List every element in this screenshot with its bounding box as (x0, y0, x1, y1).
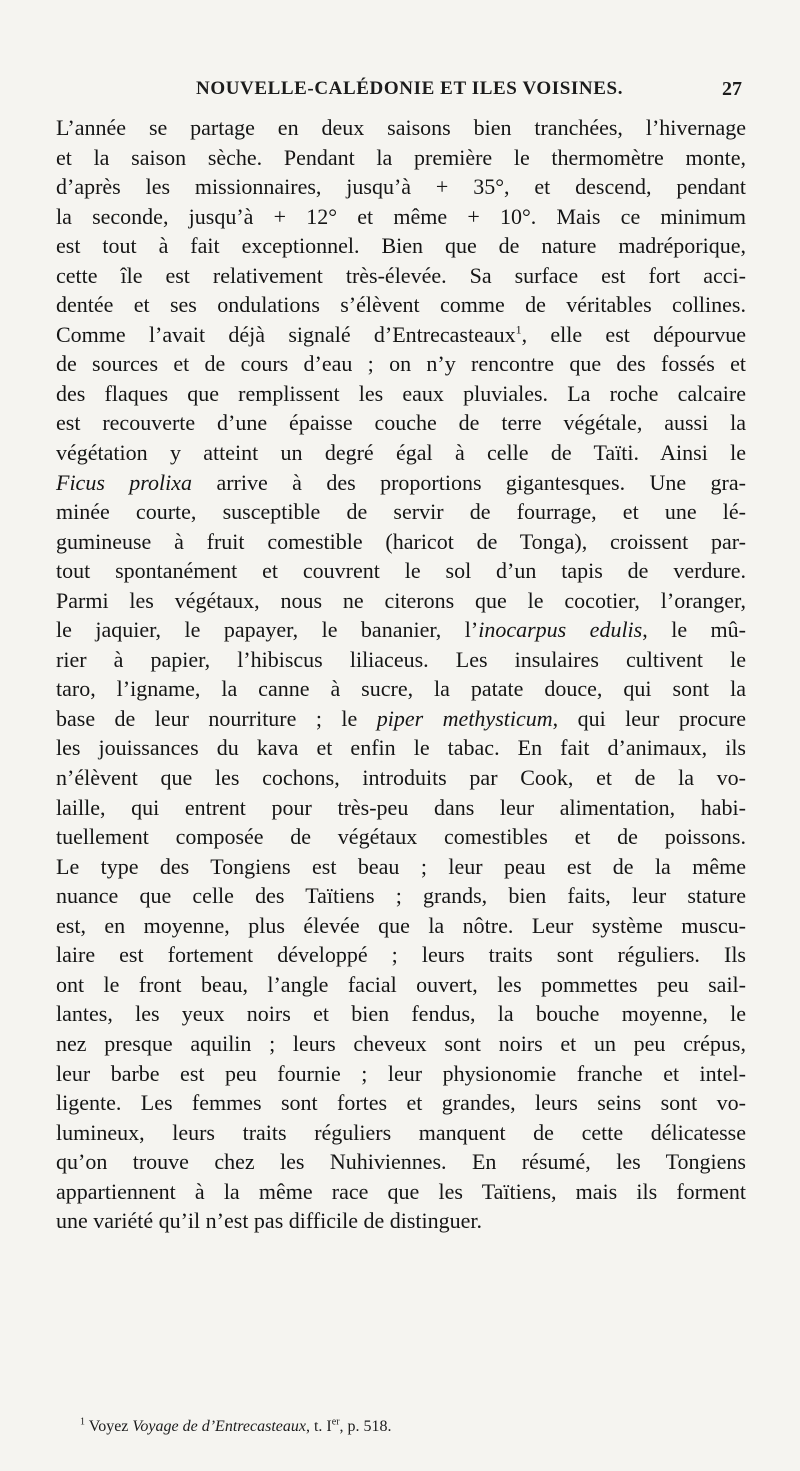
text-line (56, 704, 746, 734)
text-line: de sources et de cours d’eau ; on n’y rencontre que des fossés et (56, 351, 746, 377)
footnote (80, 1418, 392, 1436)
text-line: leur barbe est peu fournie ; leur physionomie franche et intel- (56, 1060, 746, 1086)
text-line: est, en moyenne, plus élevée que la nôtre. Leur système muscu- (56, 912, 746, 938)
text-line: est recouverte d’une épaisse couche de terre végétale, aussi la (56, 410, 746, 436)
text-line: une variété qu’il n’est pas difficile de distinguer. (56, 1208, 483, 1234)
text-run: arrive à des proportions gigantesques. Une gra- (192, 469, 746, 495)
text-line: appartiennent à la même race que les Taïtiens, mais ils forment (56, 1178, 746, 1204)
text-line (56, 615, 746, 645)
footnote-reference: 1 (515, 322, 522, 337)
text-line: L’année se partage en deux saisons bien tranchées, l’hivernage (56, 115, 746, 140)
text-line: des flaques que remplissent les eaux pluviales. La roche calcaire (56, 380, 746, 406)
text-line: Le type des Tongiens est beau ; leur peau est de la même (56, 853, 746, 879)
text-line: taro, l’igname, la canne à sucre, la patate douce, qui sont la (56, 676, 746, 702)
body-text (56, 113, 746, 1236)
text-run: , qui leur procure (552, 705, 747, 731)
footnote-prefix: Voyez (85, 1418, 133, 1435)
text-line: lumineux, leurs traits réguliers manquent de cette délicatesse (56, 1119, 746, 1145)
text-line (56, 468, 746, 498)
text-line: ont le front beau, l’angle facial ouvert, les pommettes peu sail- (56, 971, 746, 997)
text-run: le jaquier, le papayer, le bananier, l’ (56, 617, 479, 643)
text-line: gumineuse à fruit comestible (haricot de Tonga), croissent par- (56, 528, 746, 554)
text-line: et la saison sèche. Pendant la première le thermomètre monte, (56, 144, 746, 170)
text-line (56, 320, 746, 350)
text-line: lantes, les yeux noirs et bien fendus, la bouche moyenne, le (56, 1001, 746, 1027)
text-line: qu’on trouve chez les Nuhiviennes. En résumé, les Tongiens (56, 1149, 746, 1175)
text-run: Comme l’avait déjà signalé d’Entrecasteaux (56, 321, 516, 347)
italic-term: inocarpus edulis (478, 617, 643, 643)
italic-term: piper methysticum (376, 705, 553, 731)
text-line: n’élèvent que les cochons, introduits par Cook, et de la vo- (56, 765, 746, 791)
text-line: les jouissances du kava et enfin le tabac. En fait d’animaux, ils (56, 735, 746, 761)
footnote-marker: 1 (80, 1416, 85, 1428)
italic-term: Ficus prolixa (56, 469, 193, 495)
text-line: tuellement composée de végétaux comestibles et de poissons. (56, 824, 746, 850)
text-line: la seconde, jusqu’à + 12° et même + 10°. Mais ce minimum (56, 203, 746, 229)
text-line: végétation y atteint un degré égal à celle de Taïti. Ainsi le (56, 440, 746, 466)
footnote-title: Voyage de d’Entrecasteaux (132, 1418, 306, 1435)
footnote-volume-sup: er (331, 1416, 340, 1428)
text-line: minée courte, susceptible de servir de fourrage, et une lé- (56, 499, 746, 525)
page-number: 27 (722, 78, 742, 100)
text-line: tout spontanément et couvrent le sol d’un tapis de verdure. (56, 558, 746, 584)
text-run: base de leur nourriture ; le (56, 705, 377, 731)
footnote-page: , p. 518. (339, 1418, 392, 1435)
text-line: nuance que celle des Taïtiens ; grands, bien faits, leur stature (56, 883, 746, 909)
text-line: laire est fortement développé ; leurs traits sont réguliers. Ils (56, 942, 746, 968)
text-line: nez presque aquilin ; leurs cheveux sont noirs et un peu crépus, (56, 1030, 746, 1056)
page-header (56, 78, 742, 108)
text-line: est tout à fait exceptionnel. Bien que de nature madréporique, (56, 233, 746, 259)
text-run: , le mû- (642, 617, 746, 643)
text-line: cette île est relativement très-élevée. Sa surface est fort acci- (56, 262, 746, 288)
text-line: rier à papier, l’hibiscus liliaceus. Les insulaires cultivent le (56, 646, 746, 672)
text-run: , elle est dépourvue (521, 321, 746, 347)
text-line: Parmi les végétaux, nous ne citerons que le cocotier, l’oranger, (56, 587, 746, 613)
text-line: dentée et ses ondulations s’élèvent comme de véritables collines. (56, 292, 746, 318)
text-line: ligente. Les femmes sont fortes et grandes, leurs seins sont vo- (56, 1090, 746, 1116)
text-line: laille, qui entrent pour très-peu dans leur alimentation, habi- (56, 794, 746, 820)
text-line: d’après les missionnaires, jusqu’à + 35°, et descend, pendant (56, 174, 746, 200)
footnote-volume: , t. I (305, 1418, 332, 1435)
running-title: NOUVELLE-CALÉDONIE ET ILES VOISINES. (196, 78, 624, 99)
